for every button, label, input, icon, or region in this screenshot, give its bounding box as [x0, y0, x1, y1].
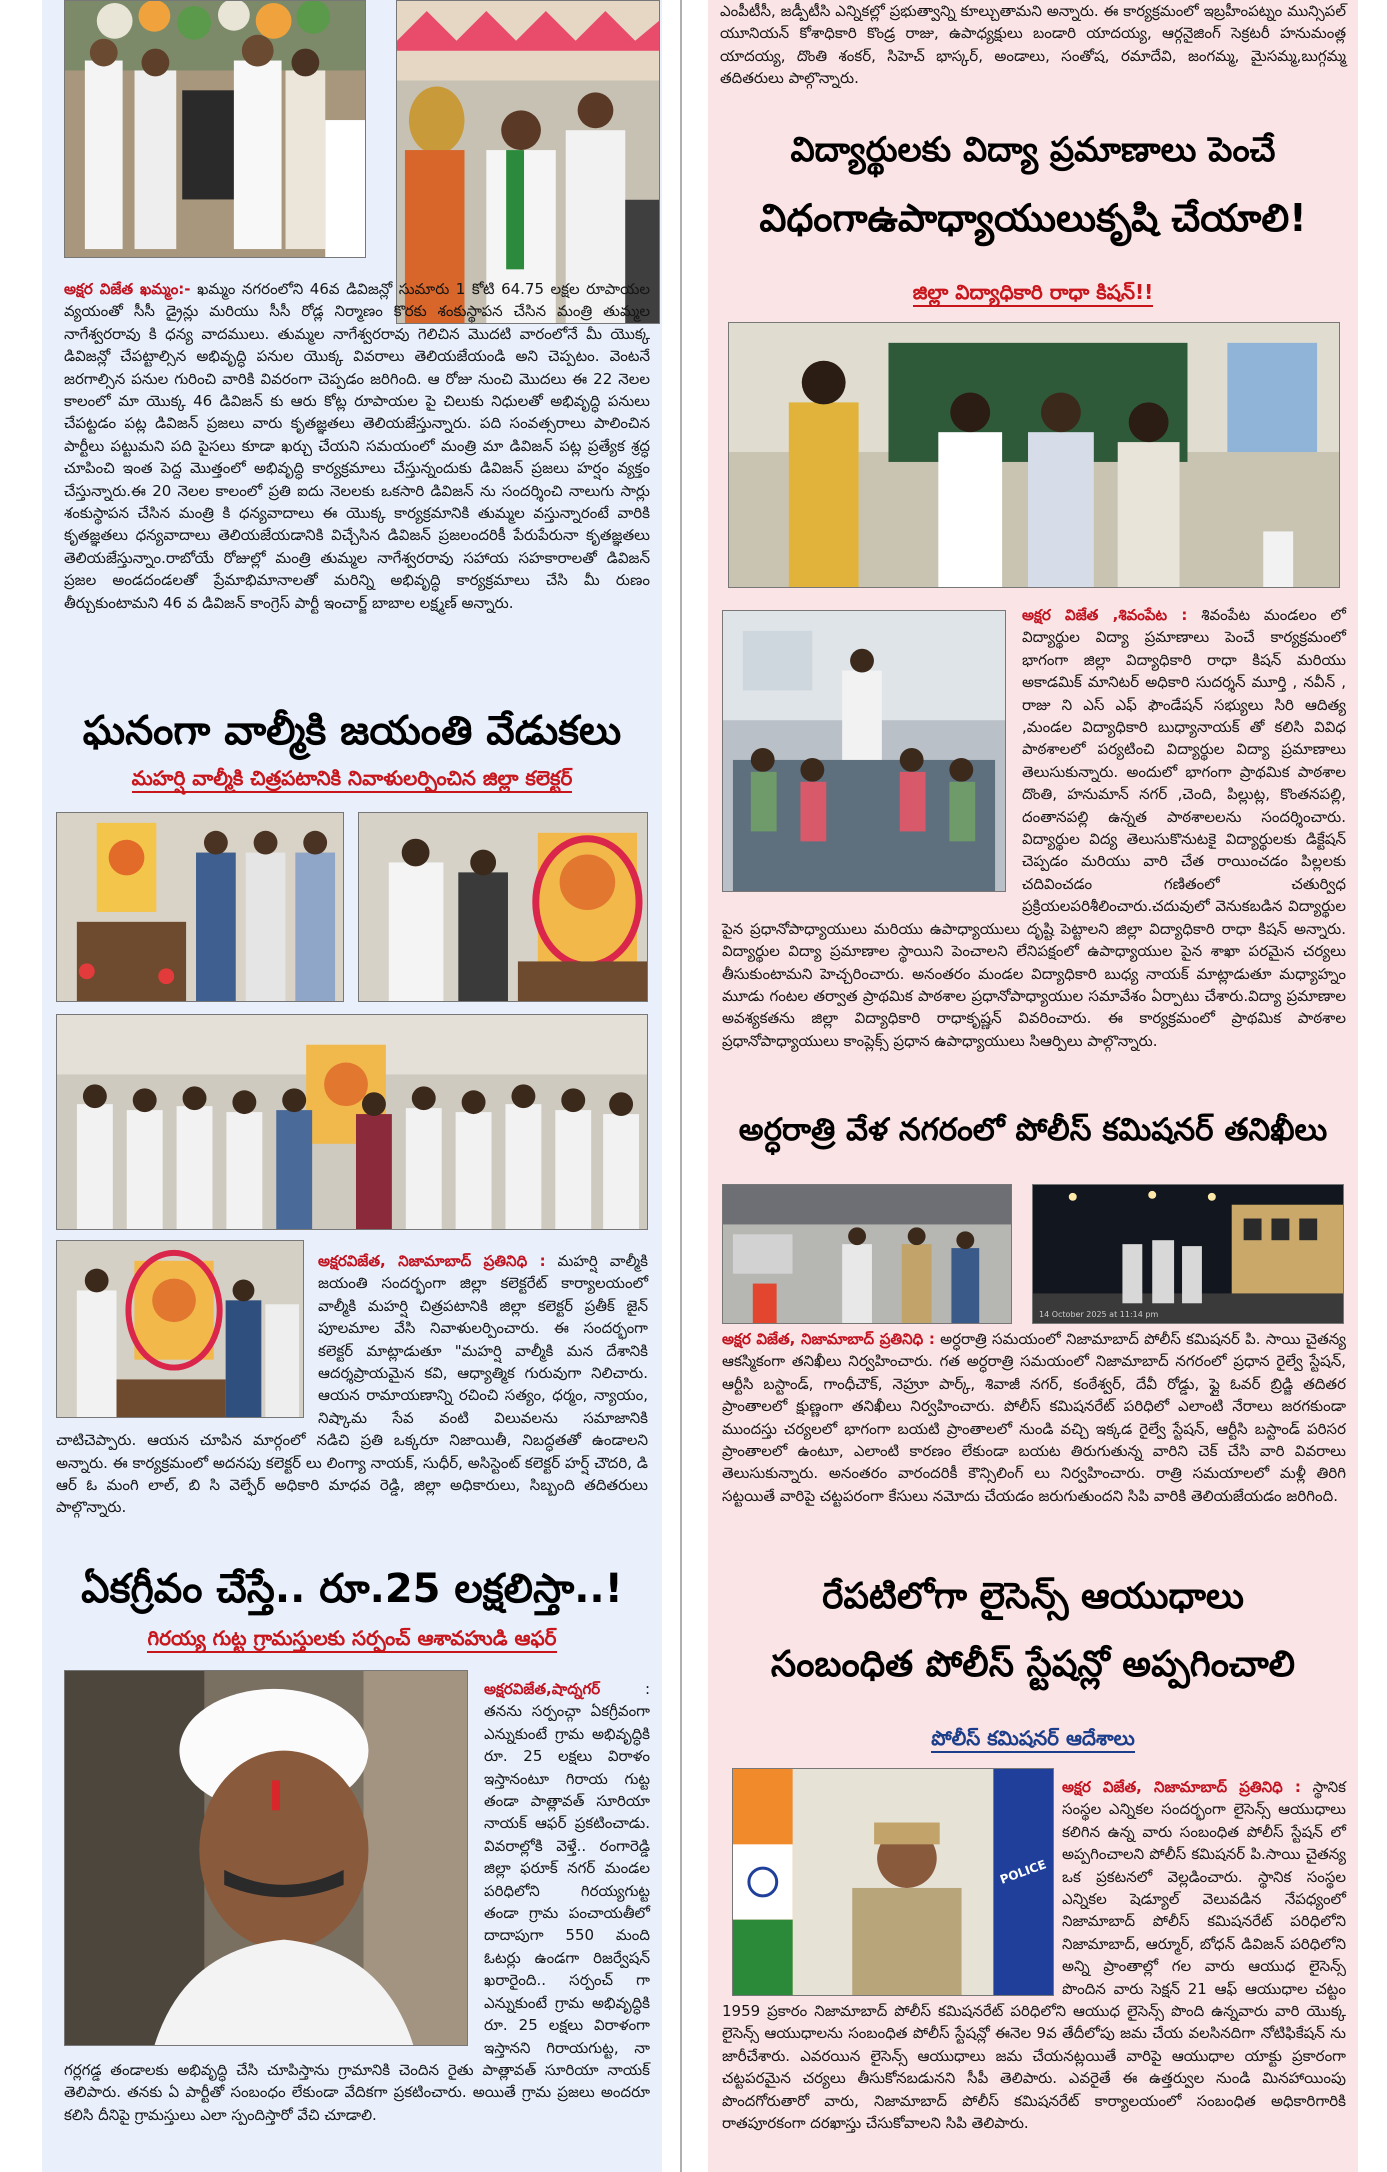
subhead-valmiki-jayanti-text: మహర్షి వాల్మీకి చిత్రపటానికి నివాళులర్పించిన జిల్లా కలెక్టర్: [132, 766, 573, 793]
photo-bus-station-inspection: [722, 1184, 1012, 1324]
story-education-float-spacer: [722, 604, 1022, 898]
story-valmiki-dateline: అక్షరవిజేత, నిజామాబాద్ ప్రతినిధి :: [318, 1252, 546, 1270]
right-column: [708, 0, 1358, 2172]
photo-police-badge-text: POLICE: [997, 1857, 1048, 1887]
photo-foundation-stone-ceremony: [64, 0, 366, 258]
photo-minister-with-women-procession: [396, 0, 660, 324]
story-police-night-body: [722, 1328, 1346, 1507]
headline-weapons-line2: సంబంధిత పోలీస్ స్టేషన్లో అప్పగించాలి: [770, 1644, 1296, 1685]
headline-weapons-line1: రేపటిలోగా లైసెన్స్ ఆయుధాలు: [822, 1576, 1244, 1617]
photo-timestamp-caption: 14 October 2025 at 11:14 pm: [1039, 1310, 1159, 1319]
story-weapons-float-spacer: [722, 1776, 1062, 1996]
story-weapons-text: స్థానిక సంస్థల ఎన్నికల సందర్భంగా లైసెన్స్ ఆయుధాలు కలిగిన ఉన్న వారు సంబంధిత పోలీస్ స్టేషన్ లో అప్పగించాలని పోలీస్ కమిషనర్ పి.సాయి చైతన్య ఒక ప్రకటనలో వెల్లడించారు. స్థానిక సంస్థల ఎన్నికల షెడ్యూల్ వెలువడిన నేపధ్యంలో నిజామాబాద్ పోలీస్ కమిషనరేట్ పరిధిలోని నిజామాబాద్, ఆర్మూర్, బోధన్ డివిజన్ పరిధిలోని అన్ని ప్రాంతాల్లో గల వారు ఆయుధ లైసెన్స్ పొందిన వారు సెక్షన్ 21 ఆఫ్ ఆయుధాల చట్టం 1959 ప్రకారం నిజామాబాద్ పోలీస్ కమిషనరేట్ పరిధిలోని ఆయుధ లైసెన్స్ పొంది ఉన్నవారు వారి యొక్క లైసెన్స్ ఆయుధాలను సంబంధిత పోలీస్ స్టేషన్లో ఈనెల 9వ తేదీలోపు జమ చేయ వలసినదిగా నోటిఫికేషన్ ను జారీచేశారు. ఎవరయిన లైసెన్స్ ఆయుధాలు జమ చేయనట్లయితే వారిపై ఆయుధాల యాక్టు ప్రకారంగా చట్టపరమైన చర్యలు తీసుకోనబడునని సీపీ తెలిపారు. ఎవరైతే ఈ ఉత్తర్వుల నుండి మినహాయింపు పొందగోరుతారో వారు, నిజామాబాద్ పోలీస్ కమిషనరేట్ కార్యాలయంలో సంబంధిత అధికారిగారికి రాతపూరకంగా దరఖాస్తు చేసుకోవాలని సిపి తెలిపారు.: [722, 1778, 1346, 2133]
column-divider: [680, 0, 682, 2172]
subhead-education: [708, 280, 1358, 309]
headline-education-line1: విద్యార్థులకు విద్యా ప్రమాణాలు పెంచే: [790, 130, 1276, 170]
left-column: [42, 0, 662, 2172]
subhead-unanimous-offer: [42, 1626, 662, 1655]
story-continued-intro: ఎంపీటీసీ, జడ్పీటీసి ఎన్నికల్లో ప్రభుత్వాన్ని కూల్చుతామని అన్నారు. ఈ కార్యక్రమంలో ఇబ్రహీంపట్నం మున్సిపల్ యూనియన్ కోశాధికారి కొండ్ర రాజు, ఉపాధ్యక్షులు బండారి యాదయ్య, ఆర్గనైజింగ్ సెక్రటరీ హనుమంత్ల యాదయ్య, దొంతి శంకర్, సిహెచ్ భాస్కర్, అండాలు, సంతోష, రమాదేవి, జంగమ్మ, మైసమ్మ,బుగ్గమ్మ తదితరులు పాల్గొన్నారు.: [720, 2, 1346, 88]
story-valmiki-body: [56, 1250, 648, 1519]
subhead-education-text: జిల్లా విద్యాధికారి రాధా కిషన్!!: [913, 280, 1153, 307]
story-weapons-body: [722, 1776, 1346, 2135]
story-unanimous-dateline: అక్షరవిజేత,షాద్నగర్: [484, 1680, 601, 1698]
headline-valmiki-jayanti: ఘనంగా వాల్మీకి జయంతి వేడుకలు: [82, 708, 622, 754]
story-khammam-text: ఖమ్మం నగరంలోని 46వ డివిజన్లో సుమారు 1 కోటి 64.75 లక్షల రూపాయల వ్యయంతో సీసీ డ్రైన్లు మరియు సీసీ రోడ్ల నిర్మాణం కొరకు శంకుస్థాపన చేసిన మంత్రి తుమ్మల నాగేశ్వరరావు కి ధన్య వాదములు. తుమ్మల నాగేశ్వరరావు గెలిచిన మొదటి వారంలోనే మీ యొక్క డివిజన్లో చేపట్టాల్సిన అభివృద్ధి పనుల యొక్క వివరాలు తెలియజేయండి అని చెప్పటం. వెంటనే జరగాల్సిన పనుల గురించి వారికి వివరంగా చెప్పడం జరిగింది. ఆ రోజు నుంచి మొదలు ఈ 22 నెలల కాలంలో మా యొక్క 46 డివిజన్ కు ఆరు కోట్ల రూపాయల పై చిలుకు నిధులతో అభివృద్ధి పనులు చేపట్టడం పట్ల డివిజన్ ప్రజలు వారు కృతజ్ఞతలు తెలియజేస్తున్నారు. పది సంవత్సరాలు పాలించిన పార్టీలు పట్టుమని పది పైసలు కూడా ఖర్చు చేయని సమయంలో మంత్రి మా డివిజన్ పట్ల ప్రత్యేక శ్రద్ధ చూపించి ఇంత పెద్ద మొత్తంలో అభివృద్ధి కార్యక్రమాలు చేస్తున్నందుకు డివిజన్ ప్రజలు హర్షం వ్యక్తం చేస్తున్నారు.ఈ 20 నెలల కాలంలో ప్రతి ఐదు నెలలకు ఒకసారి డివిజన్ ను సందర్శించి నాలుగు సార్లు శంకుస్థాపన చేసిన మంత్రి కి ధన్యవాదాలు ఈ యొక్క కార్యక్రమానికి తుమ్మల వస్తున్నారంటే వారికి కృతజ్ఞతలు ధన్యవాదాలు తెలియజేయడానికి విచ్చేసిన డివిజన్ ప్రజలందరికీ పేరుపేరునా కృతజ్ఞతలు తెలియజేస్తున్నాం.రాబోయే రోజుల్లో మంత్రి తుమ్మల నాగేశ్వరరావు సహాయ సహకారాలతో డివిజన్ ప్రజల అండదండలతో ప్రేమాభిమానాలతో మరిన్ని అభివృద్ధి కార్యక్రమాలు చేసి మీ రుణం తీర్చుకుంటామని 46 వ డివిజన్ కాంగ్రెస్ పార్టీ ఇంచార్జ్ బాబాల లక్ష్మణ్ అన్నారు.: [64, 280, 650, 612]
story-education-text: శివంపేట మండలం లో విద్యార్థుల విద్యా ప్రమాణాలు పెంచే కార్యక్రమంలో భాగంగా జిల్లా విద్యాధికారి రాధా కిషన్ మరియు అకాడమిక్ మానిటర్ అధికారి సుదర్శన్ మూర్తి , నవీన్ , రాజు ని ఎస్ ఎఫ్ ఫౌండేషన్ సభ్యులు సిరి ఆదిత్య ,మండల విద్యాధికారి బుధ్యానాయక్ తో కలిసి వివిధ పాఠశాలలో పర్యటించి విద్యార్థుల విద్యా ప్రమాణాలు తెలుసుకున్నారు. అందులో భాగంగా ప్రాథమిక పాఠశాల దొంతి, హనుమాన్ నగర్ ,చెంది, పిల్లుట్ల, కొంతనపల్లి, దంతానపల్లి ఉన్నత పాఠశాలలను సందర్శించారు. విద్యార్థుల విద్య తెలుసుకొనుటకై విద్యార్థులకు డిక్టేషన్ చెప్పడం మరియు వారి చేత రాయించడం పిల్లలకు చదివించడం గణితంలో చతుర్విధ ప్రక్రియలపరిశీలించారు.చదువులో వెనుకబడిన విద్యార్థుల పైన ప్రధానోపాధ్యాయులు మరియు ఉపాధ్యాయులు దృష్టి పెట్టాలని జిల్లా విద్యాధికారి రాధా కిషన్ అన్నారు. విద్యార్థుల విద్యా ప్రమాణాల స్థాయిని పెంచాలని లేనిపక్షంలో ఉపాధ్యాయుల పైన శాఖా పరమైన చర్యలు తీసుకుంటామని హెచ్చరించారు. అనంతరం మండల విద్యాధికారి బుధ్య నాయక్ మాట్లాడుతూ మధ్యాహ్నం మూడు గంటల తర్వాత ప్రాథమిక పాఠశాల ప్రధానోపాధ్యాయుల సమావేశం ఏర్పాటు చేశారు.విద్యా ప్రమాణాల అవశ్యకతను జిల్లా విద్యాధికారి రాధాకృష్ణన్ వివరించారు. ఈ కార్యక్రమంలో ప్రాథమిక పాఠశాల ప్రధానోపాధ్యాయులు కాంప్లెక్స్ ప్రధాన ఉపాధ్యాయులు సిఆర్పిలు పాల్గొన్నారు.: [722, 606, 1346, 1050]
story-khammam-dateline: అక్షర విజేత ఖమ్మం:-: [64, 280, 191, 298]
subhead-weapons: [708, 1726, 1358, 1755]
photo-classroom-visit: [728, 322, 1340, 588]
story-police-night-dateline: అక్షర విజేత, నిజామాబాద్ ప్రతినిధి :: [722, 1330, 935, 1348]
subhead-weapons-text: పోలీస్ కమిషనర్ ఆదేశాలు: [931, 1726, 1135, 1753]
subhead-unanimous-offer-text: గిరయ్య గుట్ట గ్రామస్తులకు సర్పంచ్ ఆశావహుడి ఆఫర్: [147, 1626, 556, 1653]
story-unanimous-float-spacer: [64, 1678, 484, 2050]
story-education-dateline: అక్షర విజేత ,శివంపేట :: [1022, 606, 1188, 624]
photo-railway-station-night: [1032, 1184, 1344, 1324]
photo-collector-lighting-lamp: [56, 812, 344, 1002]
headline-police-night-check: అర్ధరాత్రి వేళ నగరంలో పోలీస్ కమిషనర్ తనిఖీలు: [738, 1112, 1328, 1148]
story-education-body: [722, 604, 1346, 1052]
headline-education-line2: విధంగాఉపాధ్యాయులుకృషి చేయాలి!: [759, 196, 1307, 240]
story-police-night-text: అర్ధరాత్రి సమయంలో నిజామాబాద్ పోలీస్ కమిషనర్ పి. సాయి చైతన్య ఆకస్మికంగా తనిఖీలు నిర్వహించారు. గత అర్ధరాత్రి సమయంలో నిజామాబాద్ నగరంలో ప్రధాన రైల్వే స్టేషన్, ఆర్టీసి బస్టాండ్, గాంధీచౌక్, నెహ్రూ పార్క్, శివాజీ నగర్, కంఠేశ్వర్, దేవీ రోడ్డు, ఫ్లై ఓవర్ బ్రిడ్జి తదితర ప్రాంతాలలో క్షుణ్ణంగా తనిఖీలు నిర్వహించారు. పోలీస్ కమిషనరేట్ పరిధిలో ఎలాంటి నేరాలు జరగకుండా ముందస్తు చర్యలలో భాగంగా బయటి ప్రాంతాలలో నుండి వచ్చి ఇక్కడ రైల్వే స్టేషన్, ఆర్టీసి బస్టాండ్ పరిసర ప్రాంతాలలో ఉంటూ, ఎలాంటి కారణం లేకుండా బయట తిరుగుతున్న వారిని చెక్ చేసి వారి వివరాలు తెలుసుకున్నారు. అనంతరం వారందరికీ కౌన్సిలింగ్ లు నిర్వహించారు. రాత్రి సమయాలలో మళ్లీ తిరిగి సట్టయితే వారిపై చట్టపరంగా కేసులు నమోదు చేయడం జరుగుతుందని సిపి వారికి తెలియజేయడం జరిగింది.: [722, 1330, 1346, 1505]
story-valmiki-text: మహర్షి వాల్మీకి జయంతి సందర్భంగా జిల్లా కలెక్టరేట్ కార్యాలయంలో వాల్మీకి మహర్షి చిత్రపటానికి జిల్లా కలెక్టర్ ప్రతీక్ జైన్ పూలమాల వేసి నివాళులర్పించారు. ఈ సందర్భంగా కలెక్టర్ మాట్లాడుతూ "మహర్షి వాల్మీకి మన దేశానికి ఆదర్శప్రాయమైన కవి, ఆధ్యాత్మిక గురువుగా నిలిచారు. ఆయన రామాయణాన్ని రచించి సత్యం, ధర్మం, న్యాయం, నిష్కామ సేవ వంటి విలువలను సమాజానికి చాటిచెప్పారు. ఆయన చూపిన మార్గంలో నడిచి ప్రతి ఒక్కరూ నిజాయితీ, నిబద్ధతతో ఉండాలని అన్నారు. ఈ కార్యక్రమంలో అదనపు కలెక్టర్ లు లింగ్యా నాయక్, సుధీర్, అసిస్టెంట్ కలెక్టర్ హర్ష్ చౌదరి, డి ఆర్ ఓ మంగి లాల్, బి సి వెల్ఫేర్ అధికారి మాధవ రెడ్డి, జిల్లా అధికారులు, సిబ్బంది తదితరులు పాల్గొన్నారు.: [56, 1252, 648, 1517]
story-unanimous-text: : తనను సర్పంచ్గా ఏకగ్రీవంగా ఎన్నుకుంటే గ్రామ అభివృద్ధికి రూ. 25 లక్షలు విరాళం ఇస్తానంటూ గిరాయ గుట్ట తండా పాత్లావత్ సూరియా నాయక్ ఆఫర్ ప్రకటించాడు. వివరాల్లోకి వెళ్తే.. రంగారెడ్డి జిల్లా ఫరూక్ నగర్ మండల పరిధిలోని గిరయ్యగుట్ట తండా గ్రామ పంచాయతీలో దాదాపుగా 550 మంది ఓటర్లు ఉండగా రిజర్వేషన్ ఖరారైంది.. సర్పంచ్ గా ఎన్నుకుంటే గ్రామ అభివృద్ధికి రూ. 25 లక్షలు విరాళంగా ఇస్తానని గిరాయగుట్ట, నా గర్లగడ్డ తండాలకు అభివృద్ధి చేసి చూపిస్తాను గ్రామానికి చెందిన రైతు పాత్లావత్ సూరియా నాయక్ తెలిపారు. తనకు ఏ పార్టీతో సంబంధం లేకుండా వేదికగా ప్రకటించారు. అయితే గ్రామ ప్రజలు అందరూ కలిసి దీనిపై గ్రామస్తులు ఎలా స్పందిస్తారో వేచి చూడాలి.: [64, 1680, 650, 2124]
story-weapons-dateline: అక్షర విజేత, నిజామాబాద్ ప్రతినిధి :: [1062, 1778, 1301, 1796]
headline-unanimous-offer: ఏకగ్రీవం చేస్తే.. రూ.25 లక్షలిస్తా..!: [81, 1566, 623, 1612]
photo-valmiki-group-photo: [56, 1014, 648, 1230]
subhead-valmiki-jayanti: [42, 766, 662, 795]
photo-collector-garlanding: [358, 812, 648, 1002]
story-khammam-body: [64, 278, 650, 614]
story-unanimous-body: [64, 1678, 650, 2126]
story-valmiki-float-spacer: [56, 1250, 318, 1420]
